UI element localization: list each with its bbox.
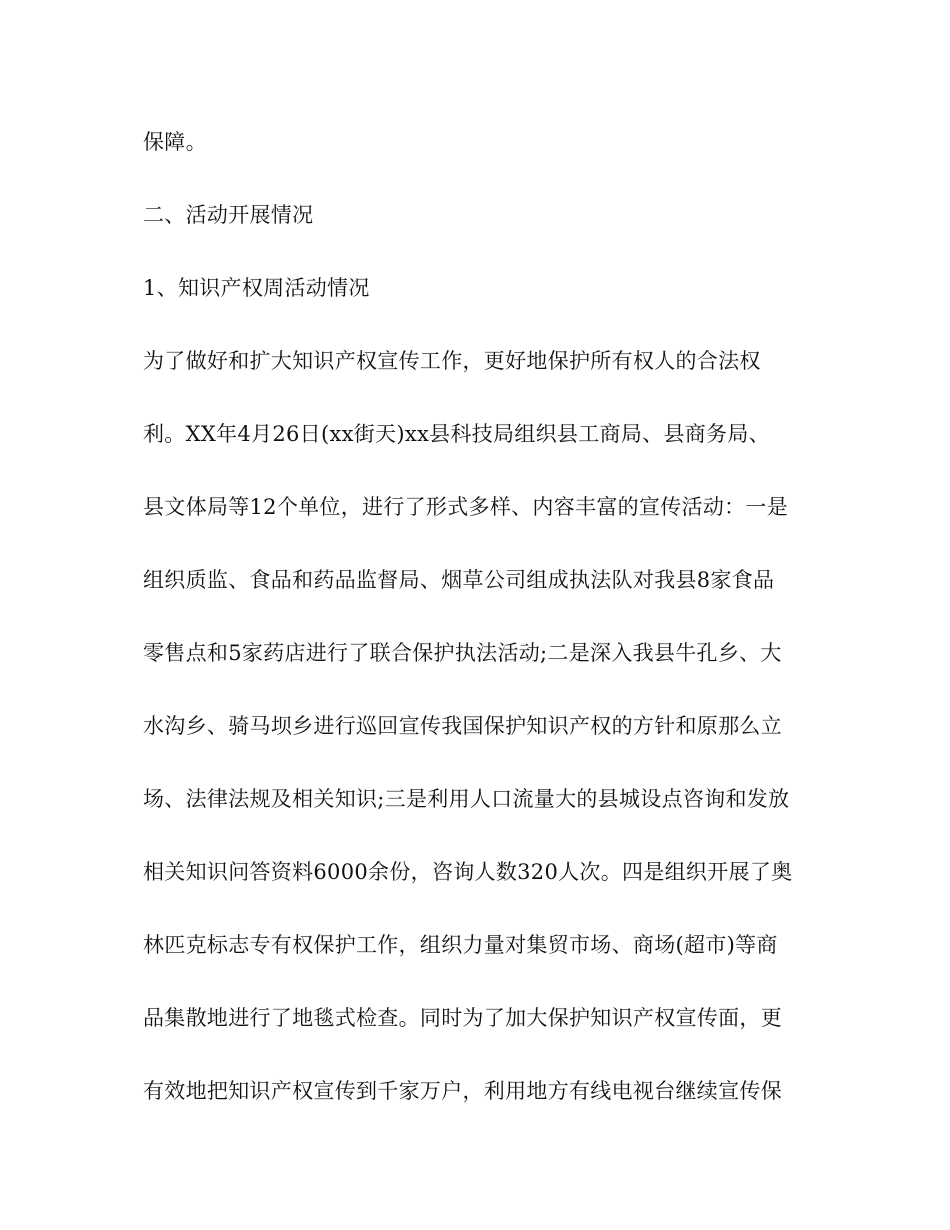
text-line: 林匹克标志专有权保护工作，组织力量对集贸市场、商场(超市)等商 <box>143 933 778 957</box>
text-line: 组织质监、食品和药品监督局、烟草公司组成执法队对我县8家食品 <box>143 568 775 592</box>
text-line: 相关知识问答资料6000余份，咨询人数320人次。四是组织开展了奥 <box>143 860 793 884</box>
text-line: 品集散地进行了地毯式检查。同时为了加大保护知识产权宣传面，更 <box>143 1006 782 1030</box>
text-line: 为了做好和扩大知识产权宣传工作，更好地保护所有权人的合法权 <box>143 349 761 373</box>
text-line: 县文体局等12个单位，进行了形式多样、内容丰富的宣传活动：一是 <box>143 495 789 519</box>
text-line: 保障。 <box>143 130 207 154</box>
text-line: 水沟乡、骑马坝乡进行巡回宣传我国保护知识产权的方针和原那么立 <box>143 714 782 738</box>
subsection-heading: 1、知识产权周活动情况 <box>143 276 370 300</box>
text-line: 利。XX年4月26日(xx街天)xx县科技局组织县工商局、县商务局、 <box>143 422 770 446</box>
text-line: 场、法律法规及相关知识;三是利用人口流量大的县城设点咨询和发放 <box>143 787 790 811</box>
text-line: 零售点和5家药店进行了联合保护执法活动;二是深入我县牛孔乡、大 <box>143 641 782 665</box>
section-heading: 二、活动开展情况 <box>143 203 314 227</box>
text-line: 有效地把知识产权宣传到千家万户，利用地方有线电视台继续宣传保 <box>143 1079 782 1103</box>
